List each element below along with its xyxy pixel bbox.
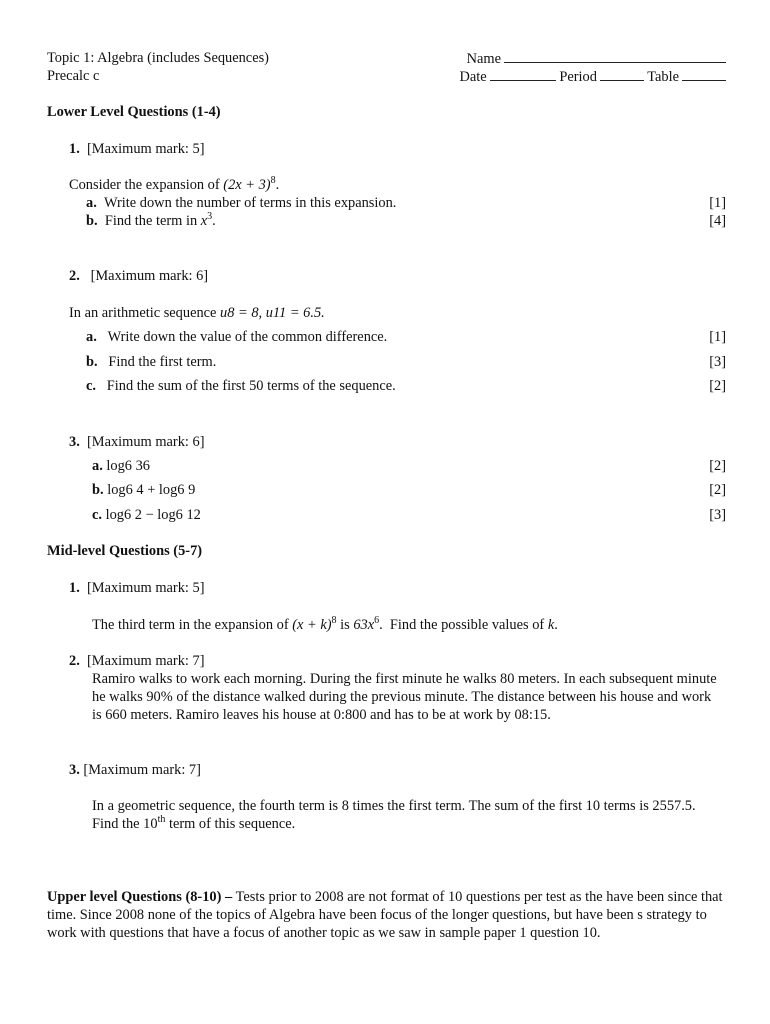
- period-blank: [600, 67, 644, 81]
- lower-q2-intro-math: u8 = 8, u11 = 6.5.: [220, 305, 325, 321]
- lower-q2-b-mark: [3]: [709, 354, 726, 370]
- header-right: [460, 49, 726, 85]
- lower-q2-a-mark: [1]: [709, 329, 726, 345]
- lower-q2-c-mark: [2]: [709, 378, 726, 394]
- name-blank: [504, 49, 726, 63]
- mid-level-heading: Mid-level Questions (5-7): [47, 543, 203, 559]
- mid-q3-text: In a geometric sequence, the fourth term is 8 times the first term. The sum of the first 10 terms is 2557.5. Find the 10th term of this sequence.: [92, 798, 696, 832]
- lower-q1-b-mark: [4]: [709, 213, 726, 229]
- lower-q3-c-mark: [3]: [709, 507, 726, 523]
- course-name: Precalc c: [47, 68, 100, 84]
- lower-q2-part-c: c. Find the sum of the first 50 terms of the sequence.: [86, 378, 396, 394]
- lower-q3-header: 3. [Maximum mark: 6]: [69, 434, 205, 450]
- header-left: [47, 49, 269, 85]
- lower-q1-a-mark: [1]: [709, 195, 726, 211]
- mid-q2-header: 2. [Maximum mark: 7]: [69, 653, 205, 669]
- lower-q3-a-mark: [2]: [709, 458, 726, 474]
- lower-level-heading: Lower Level Questions (1-4): [47, 104, 221, 120]
- date-blank: [490, 67, 556, 81]
- upper-level-text: Tests prior to 2008 are not format of 10 questions per test as the have been since that time. Since 2008 none of the topics of Algebra have been focus of the longer questions, but have been s strategy to work with questions that have a focus of another topic as we saw in sample paper 1 question 10.: [47, 889, 723, 941]
- lower-q3-b-mark: [2]: [709, 482, 726, 498]
- lower-q2-part-a: a. Write down the value of the common difference.: [86, 329, 388, 345]
- lower-q3-part-c: c. log6 2 − log6 12: [92, 507, 201, 523]
- period-label: Period: [559, 69, 597, 85]
- date-period-table-line: [460, 67, 726, 85]
- lower-q1-intro: Consider the expansion of $(2x + 3)^8$.: [69, 175, 280, 193]
- lower-q2-header: 2. [Maximum mark: 6]: [69, 268, 209, 284]
- lower-q1-header: 1. [Maximum mark: 5]: [69, 141, 205, 157]
- name-label: Name: [466, 51, 501, 67]
- topic-title: Topic 1: Algebra (includes Sequences): [47, 50, 269, 66]
- table-label: Table: [647, 69, 679, 85]
- table-blank: [682, 67, 726, 81]
- lower-q3-part-b: b. log6 4 + log6 9: [92, 482, 196, 498]
- lower-q3-part-a: a. log6 36: [92, 458, 150, 474]
- mid-q1-header: 1. [Maximum mark: 5]: [69, 580, 205, 596]
- lower-q2-part-b: b. Find the first term.: [86, 354, 217, 370]
- upper-level-section: Upper level Questions (8-10) – Tests prior to 2008 are not format of 10 questions per test as the have been since that time. Since 2008 none of the topics of Algebra have been focus of the longer questions, but have been s strategy to work with questions that have a focus of another topic as we saw in sample paper 1 question 10.: [47, 889, 723, 941]
- lower-q1-part-b: b. Find the term in $x^3$.: [86, 211, 216, 229]
- upper-level-heading: Upper level Questions (8-10): [47, 889, 222, 905]
- mid-q1-text: The third term in the expansion of $(x + k)^8$ is $63x^6$. Find the possible values of k.: [92, 615, 558, 633]
- mid-q3-header: 3. [Maximum mark: 7]: [69, 762, 201, 778]
- name-line: [460, 49, 726, 67]
- lower-q2-intro: In an arithmetic sequence u8 = 8, u11 = 6.5.: [69, 305, 325, 321]
- lower-q1-part-a: a. Write down the number of terms in this expansion.: [86, 195, 397, 211]
- mid-q2-text: Ramiro walks to work each morning. During the first minute he walks 80 meters. In each subsequent minute he walks 90% of the distance walked during the previous minute. The distance between his house and work is 660 meters. Ramiro leaves his house at 0:800 and has to be at work by 08:15.: [92, 671, 717, 723]
- date-label: Date: [459, 69, 487, 85]
